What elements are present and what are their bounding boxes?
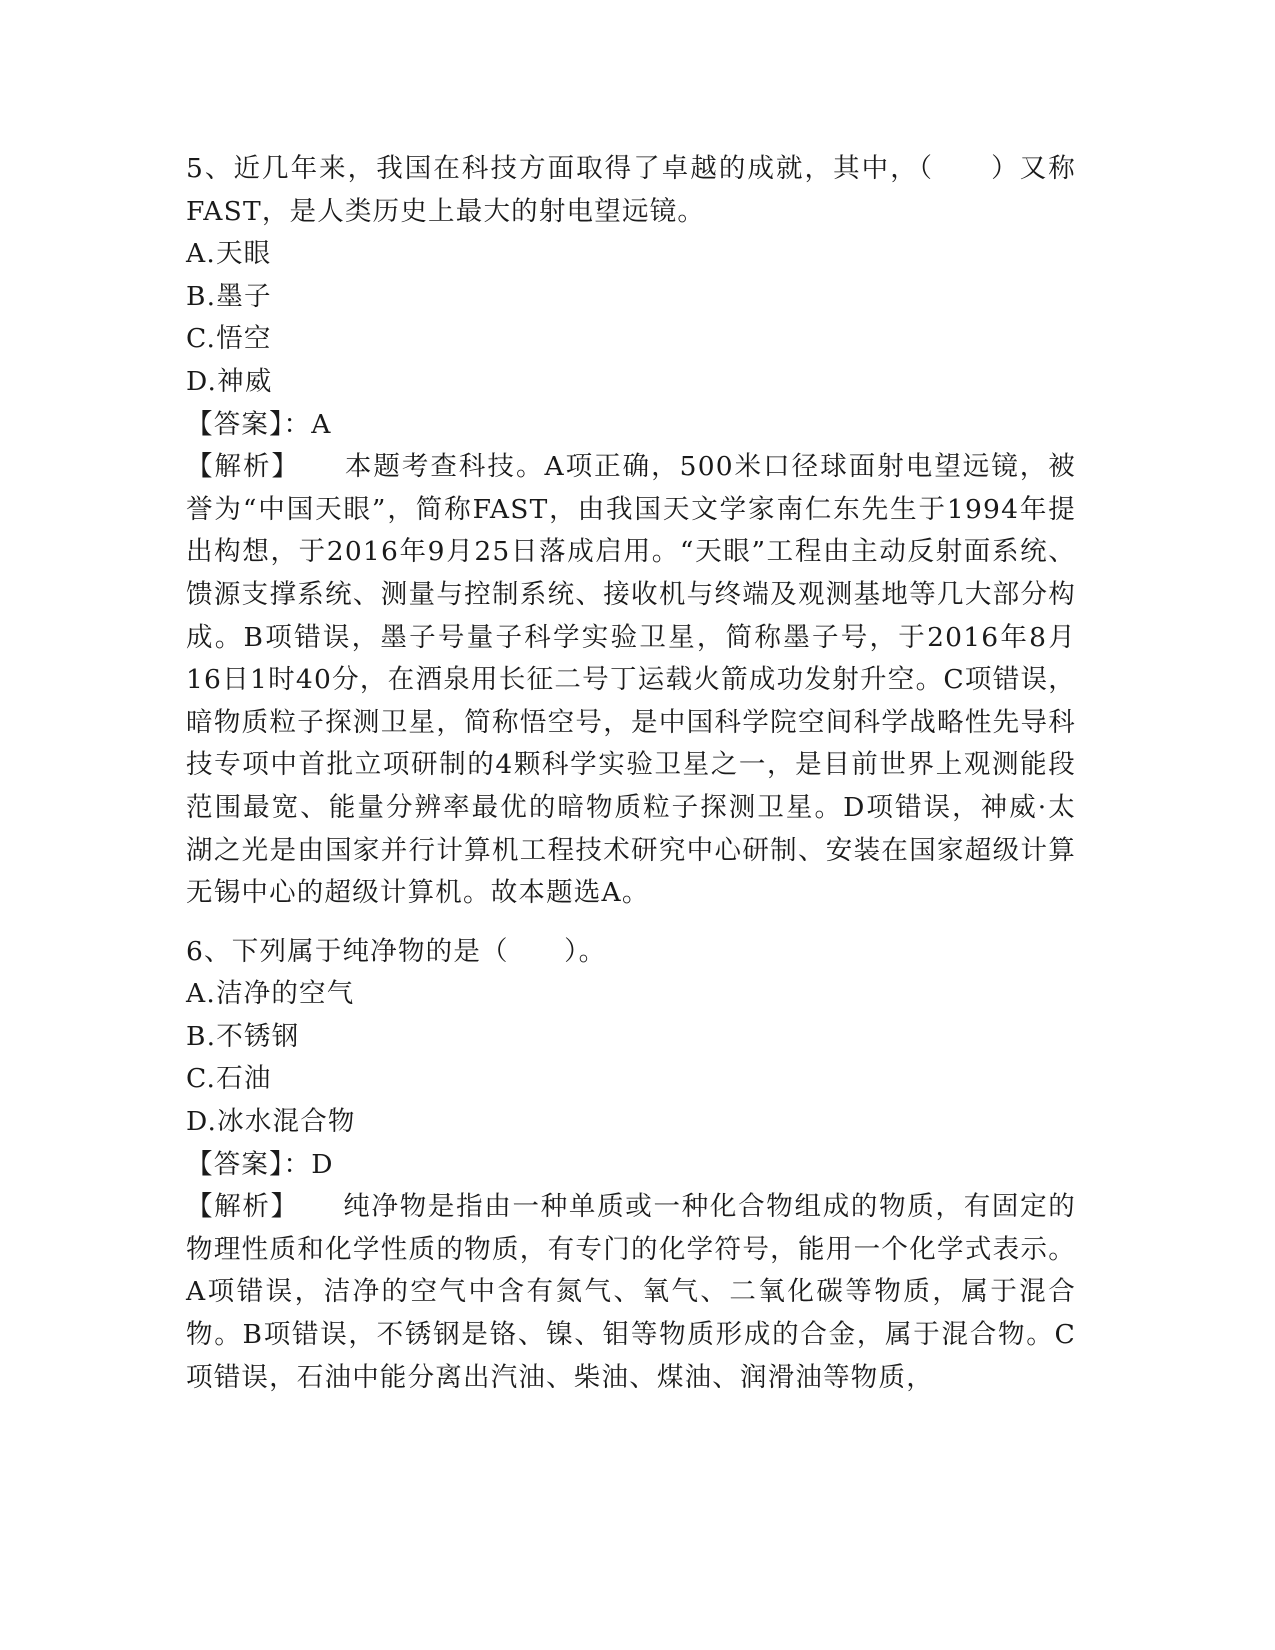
question-5 xyxy=(186,148,1076,915)
answer-label: 【答案】： xyxy=(186,408,312,440)
analysis xyxy=(186,1186,1076,1399)
question-stem: 5、近几年来，我国在科技方面取得了卓越的成就，其中，（ ）又称FAST，是人类历史上最大的射电望远镜。 xyxy=(186,153,1076,227)
document-content xyxy=(186,148,1076,1399)
answer-value: A xyxy=(311,408,332,440)
option-b: B.墨子 xyxy=(186,280,272,312)
analysis xyxy=(186,446,1076,915)
answer-label: 【答案】： xyxy=(186,1148,312,1180)
option-a: A.天眼 xyxy=(186,238,272,270)
option-d: D.冰水混合物 xyxy=(186,1106,356,1138)
analysis-text: 本题考查科技。A项正确，500米口径球面射电望远镜，被誉为“中国天眼”，简称FAST，由我国天文学家南仁东先生于1994年提出构想，于2016年9月25日落成启用。“天眼”工程由主动反射面系统、馈源支撑系统、测量与控制系统、接收机与终端及观测基地等几大部分构成。B项错误，墨子号量子科学实验卫星，简称墨子号，于2016年8月16日1时40分，在酒泉用长征二号丁运载火箭成功发射升空。C项错误，暗物质粒子探测卫星，简称悟空号，是中国科学院空间科学战略性先导科技专项中首批立项研制的4颗科学实验卫星之一，是目前世界上观测能段范围最宽、能量分辨率最优的暗物质粒子探测卫星。D项错误，神威·太湖之光是由国家并行计算机工程技术研究中心研制、安装在国家超级计算无锡中心的超级计算机。故本题选A。 xyxy=(186,451,1076,909)
option-d: D.神威 xyxy=(186,365,273,397)
option-c: C.悟空 xyxy=(186,323,272,355)
answer-value: D xyxy=(311,1148,334,1180)
option-b: B.不锈钢 xyxy=(186,1020,300,1052)
question-stem: 6、下列属于纯净物的是（ ）。 xyxy=(186,935,607,967)
option-a: A.洁净的空气 xyxy=(186,978,355,1010)
answer-line xyxy=(186,404,1076,447)
option-c: C.石油 xyxy=(186,1063,272,1095)
analysis-label: 【解析】 xyxy=(186,1191,299,1223)
analysis-text: 纯净物是指由一种单质或一种化合物组成的物质，有固定的物理性质和化学性质的物质，有专门的化学符号，能用一个化学式表示。A项错误，洁净的空气中含有氮气、氧气、二氧化碳等物质，属于混合物。B项错误，不锈钢是铬、镍、钼等物质形成的合金，属于混合物。C项错误，石油中能分离出汽油、柴油、煤油、润滑油等物质， xyxy=(186,1191,1076,1393)
question-6 xyxy=(186,931,1076,1400)
analysis-label: 【解析】 xyxy=(186,451,301,483)
answer-line xyxy=(186,1144,1076,1187)
